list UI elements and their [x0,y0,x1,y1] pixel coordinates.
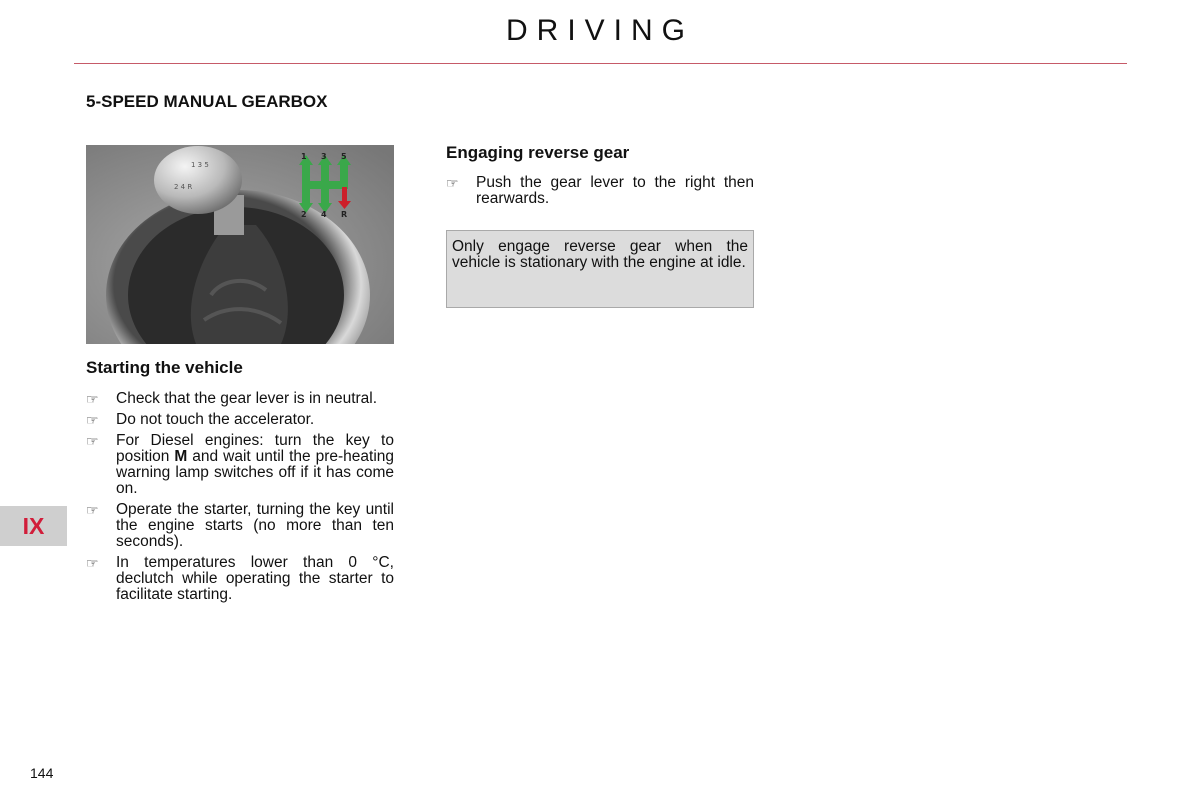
pointing-hand-icon: ☞ [86,391,99,407]
gear-label-3: 3 [321,152,327,161]
pointing-hand-icon: ☞ [86,433,99,449]
list-item: ☞ In temperatures lower than 0 °C, declutch while operating the starter to facilitate starting. [86,554,394,603]
pointing-hand-icon: ☞ [446,175,459,191]
reverse-warning-note: Only engage reverse gear when the vehicle is stationary with the engine at idle. [446,230,754,308]
gear-lever-illustration [86,145,394,344]
gear-knob [154,146,242,214]
key-position-m: M [174,448,188,465]
list-item: ☞ Do not touch the accelerator. [86,411,315,428]
reverse-steps-list [446,175,754,212]
header-divider [74,63,1127,64]
pointing-hand-icon: ☞ [86,555,99,571]
gear-lever-photo [86,145,394,344]
pointing-hand-icon: ☞ [86,412,99,428]
starting-heading: Starting the vehicle [86,358,243,377]
gear-label-5: 5 [341,152,347,161]
pointing-hand-icon: ☞ [86,502,99,518]
gear-label-1: 1 [301,152,307,161]
gear-label-4: 4 [321,210,327,219]
starting-steps-list [86,391,394,608]
section-title: 5-SPEED MANUAL GEARBOX [86,92,328,111]
chapter-tab: IX [0,506,67,546]
page-number: 144 [30,765,54,781]
gear-label-r: R [341,210,348,219]
list-item: ☞ For Diesel engines: turn the key to position M and wait until the pre-heating warning lamp switches off if it has come on. [86,432,395,497]
list-item: ☞ Push the gear lever to the right then rearwards. [446,174,754,207]
page-title: DRIVING [505,14,694,47]
knob-label-top: 1 3 5 [191,161,209,169]
list-item: ☞ Operate the starter, turning the key until the engine starts (no more than ten seconds). [86,501,394,550]
list-item: ☞ Check that the gear lever is in neutral. [86,390,378,407]
gear-label-2: 2 [301,210,307,219]
knob-label-bottom: 2 4 R [174,183,193,191]
reverse-heading: Engaging reverse gear [446,143,630,162]
